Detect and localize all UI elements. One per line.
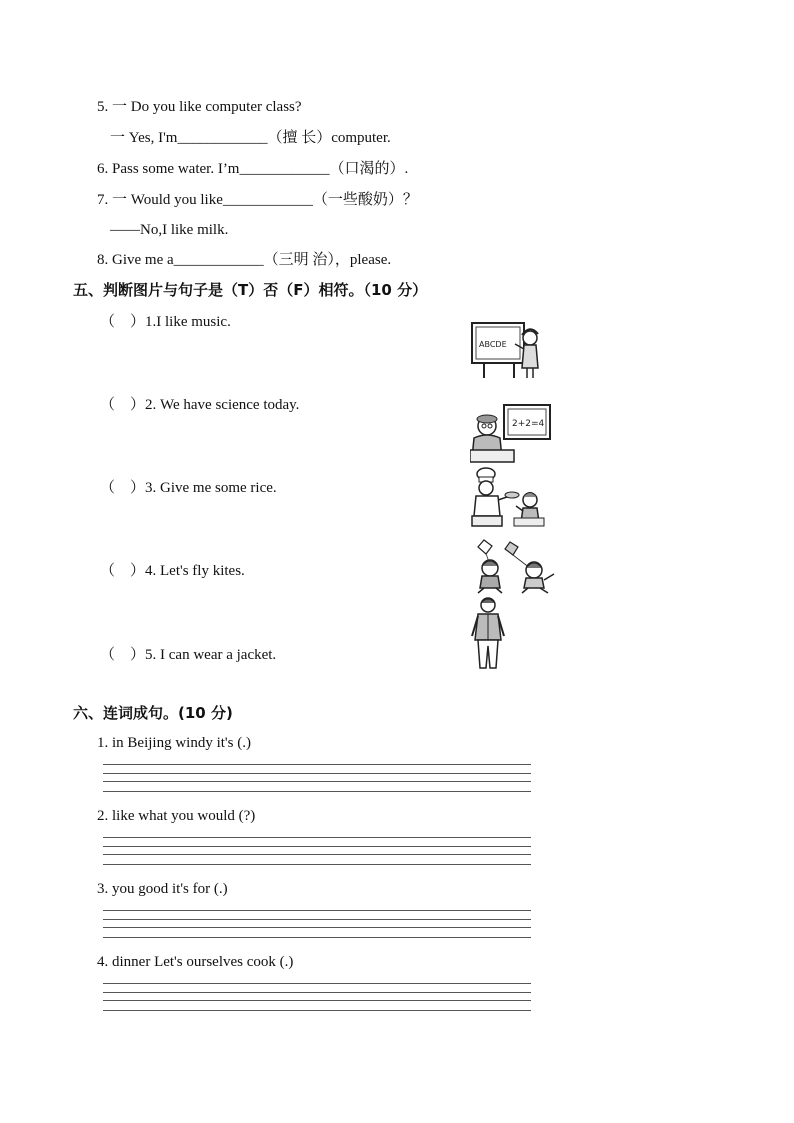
writing-lines-3[interactable] [103,910,531,940]
answer-5: 一 Yes, I'm____________（擅 长）computer. [110,130,391,146]
boy-jacket-picture [470,596,510,672]
tf-item-text: 1.I like music. [145,314,231,330]
tf-item-text: 3. Give me some rice. [145,480,277,496]
answer-bracket[interactable]: （ ） [100,647,146,663]
sentence-item-4: 4. dinner Let's ourselves cook (.) [97,954,294,970]
tf-item-text: 2. We have science today. [145,397,300,413]
question-8: 8. Give me a____________（三明 治），please. [97,252,392,268]
tf-item-text: 4. Let's fly kites. [145,563,245,579]
chef-serving-picture [470,466,548,530]
writing-lines-2[interactable] [103,837,531,867]
teacher-blackboard-abc-picture [470,320,545,380]
answer-bracket[interactable]: （ ） [100,563,146,579]
sentence-item-3: 3. you good it's for (.) [97,881,228,897]
tf-item-4 [100,562,245,580]
question-7: 7. 一 Would you like____________（一些酸奶）？ [97,192,418,208]
teacher-blackboard-math-picture [470,402,552,464]
sentence-item-1: 1. in Beijing windy it's (.) [97,735,251,751]
answer-bracket[interactable]: （ ） [100,480,146,496]
answer-7: ——No,I like milk. [110,222,229,238]
tf-item-3 [100,479,277,497]
tf-item-text: 5. I can wear a jacket. [145,647,277,663]
answer-bracket[interactable]: （ ） [100,397,146,413]
writing-lines-4[interactable] [103,983,531,1013]
question-6: 6. Pass some water. I’m____________（口渴的）. [97,161,409,177]
board-text: 2+2=4 [512,419,545,429]
tf-item-2 [100,396,299,414]
sentence-item-2: 2. like what you would (?) [97,808,256,824]
section-5-heading: 五、判断图片与句子是（T）否（F）相符。（10 分） [73,281,428,299]
board-text: ABCDE [479,340,507,349]
answer-bracket[interactable]: （ ） [100,314,146,330]
tf-item-1 [100,313,231,331]
kite-flying-picture [470,538,558,594]
tf-item-5 [100,646,276,664]
writing-lines-1[interactable] [103,764,531,794]
question-5: 5. 一 Do you like computer class? [97,99,302,115]
section-6-heading: 六、连词成句。(10 分) [73,704,233,722]
